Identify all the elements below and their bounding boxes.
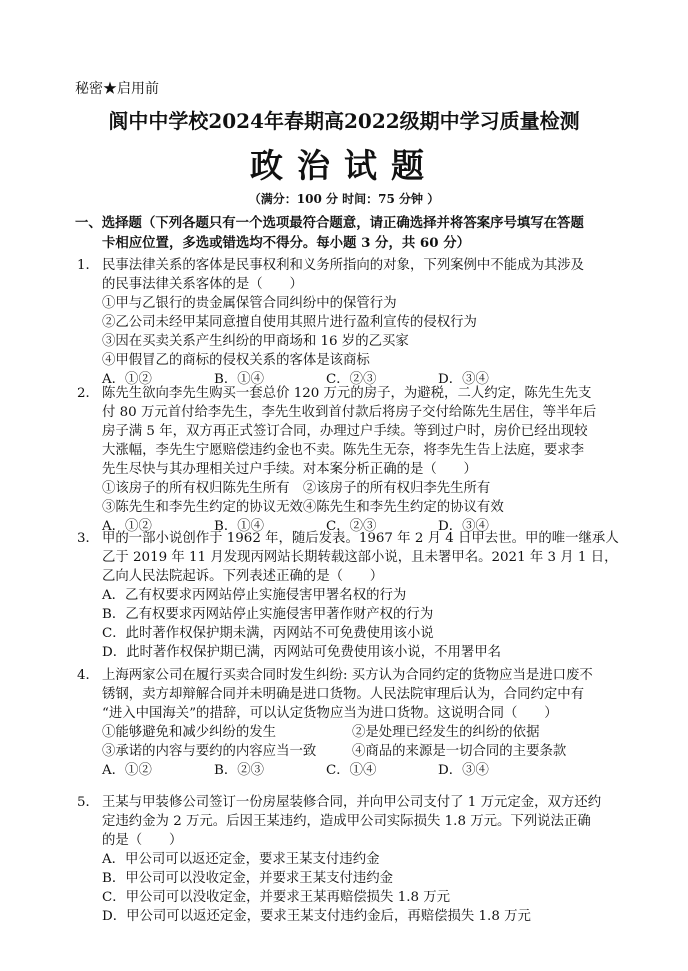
option-b: B．①④	[214, 519, 265, 534]
question-stem-line: 定违约金为 2 万元。后因王某违约，造成甲公司实际损失 1.8 万元。下列说法正确	[102, 814, 591, 829]
option-d: D．③④	[438, 519, 489, 534]
question-stem-line: 上海两家公司在履行买卖合同时发生纠纷: 买方认为合同约定的货物应当是进口废不	[102, 668, 593, 683]
question-stem-line: 大涨幅，李先生宁愿赔偿违约金也不卖。陈先生无奈，将李先生告上法庭，要求李	[102, 443, 585, 458]
question-4	[75, 666, 635, 780]
statement: ①甲与乙银行的贵金属保管合同纠纷中的保管行为	[102, 296, 397, 311]
question-stem-line: 的民事法律关系客体的是（ ）	[102, 277, 303, 292]
question-stem-line: 陈先生欲向李先生购买一套总价 120 万元的房子，为避税，二人约定，陈先生先支	[102, 386, 592, 401]
question-stem-line: 甲的一部小说创作于 1962 年，随后发表。1967 年 2 月 4 日甲去世。甲的唯一继承人	[102, 531, 619, 546]
question-stem-line: “进入中国海关”的措辞，可以认定货物应当为进口货物。这说明合同（ ）	[102, 706, 558, 721]
statement: ③陈先生和李先生约定的协议无效④陈先生和李先生约定的协议有效	[102, 500, 504, 515]
statement-row	[102, 742, 635, 761]
option-b: B．②③	[214, 763, 265, 778]
question-stem-line: 房子满 5 年，双方再正式签订合同，办理过户手续。等到过户时，房价已经出现较	[102, 424, 588, 439]
statement-row	[102, 723, 635, 742]
question-number: 3．	[77, 531, 99, 546]
option-c: C．此时著作权保护期未满，丙网站不可免费使用该小说	[102, 626, 434, 641]
question-stem-line: 付 80 万元首付给李先生，李先生收到首付款后将房子交付给陈先生居住，等半年后	[102, 405, 597, 420]
question-stem-line: 王某与甲装修公司签订一份房屋装修合同，并向甲公司支付了 1 万元定金，双方还约	[102, 795, 602, 810]
question-stem-line: 锈钢，卖方却辩解合同并未明确是进口货物。人民法院审理后认为，合同约定中有	[102, 687, 585, 702]
option-a: A．乙有权要求丙网站停止实施侵害甲署名权的行为	[102, 588, 407, 603]
section-line: 卡相应位置，多选或错选均不得分。每小题 3 分，共 60 分）	[102, 235, 470, 251]
option-d: D．③④	[438, 763, 489, 778]
question-number: 4．	[77, 668, 99, 683]
option-d: D．此时著作权保护期已满，丙网站可免费使用该小说，不用署甲名	[102, 645, 502, 660]
confidential-label: 秘密★启用前	[75, 81, 159, 97]
section-instructions	[75, 213, 635, 253]
question-number: 2．	[77, 386, 99, 401]
question-stem-line: 乙于 2019 年 11 月发现丙网站长期转载这部小说，且未署甲名。2021 年 3 月 1 日，	[102, 550, 618, 565]
statement: ④甲假冒乙的商标的侵权关系的客体是该商标	[102, 353, 370, 368]
statement: ②是处理已经发生的纠纷的依据	[352, 725, 540, 740]
question-stem-line: 的是（ ）	[102, 833, 183, 848]
option-b: B．甲公司可以没收定金，并要求王某支付违约金	[102, 871, 394, 886]
statement: ④商品的来源是一切合同的主要条款	[352, 744, 567, 759]
option-a: A．①②	[102, 763, 152, 778]
option-a: A．①②	[102, 519, 152, 534]
option-c: C．甲公司可以没收定金，并要求王某再赔偿损失 1.8 万元	[102, 890, 451, 905]
statement: ②乙公司未经甲某同意擅自使用其照片进行盈利宣传的侵权行为	[102, 315, 477, 330]
question-stem-line: 乙向人民法院起诉。下列表述正确的是（ ）	[102, 569, 384, 584]
question-5	[75, 793, 635, 926]
option-d: D．甲公司可以返还定金，要求王某支付违约金后，再赔偿损失 1.8 万元	[102, 909, 531, 924]
question-number: 5．	[77, 795, 99, 810]
option-c: C．①④	[326, 763, 377, 778]
answer-options	[102, 761, 635, 780]
statement: ③承诺的内容与要约的内容应当一致	[102, 744, 317, 759]
option-d: D．③④	[438, 372, 489, 387]
statement: ①能够避免和减少纠纷的发生	[102, 725, 277, 740]
option-a: A．①②	[102, 372, 152, 387]
question-3	[75, 529, 635, 662]
option-a: A．甲公司可以返还定金，要求王某支付违约金	[102, 852, 380, 867]
question-stem-line: 先生尽快与其办理相关过户手续。对本案分析正确的是（ ）	[102, 462, 477, 477]
question-number: 1．	[77, 258, 99, 273]
question-1	[75, 256, 635, 389]
statement: ①该房子的所有权归陈先生所有 ②该房子的所有权归李先生所有	[102, 481, 491, 496]
option-b: B．①④	[214, 372, 265, 387]
school-title: 阆中中学校2024年春期高2022级期中学习质量检测	[108, 109, 580, 133]
question-2	[75, 384, 635, 536]
statement: ③因在买卖关系产生纠纷的甲商场和 16 岁的乙买家	[102, 334, 409, 349]
subject-title: 政治试题	[250, 146, 438, 185]
score-info: （满分：100 分 时间：75 分钟 ）	[248, 192, 440, 206]
question-stem-line: 民事法律关系的客体是民事权利和义务所指向的对象，下列案例中不能成为其涉及	[102, 258, 585, 273]
option-b: B．乙有权要求丙网站停止实施侵害甲著作财产权的行为	[102, 607, 434, 622]
option-c: C．②③	[326, 372, 377, 387]
section-line: 一、选择题（下列各题只有一个选项最符合题意，请正确选择并将答案序号填写在答题	[75, 215, 584, 231]
option-c: C．②③	[326, 519, 377, 534]
